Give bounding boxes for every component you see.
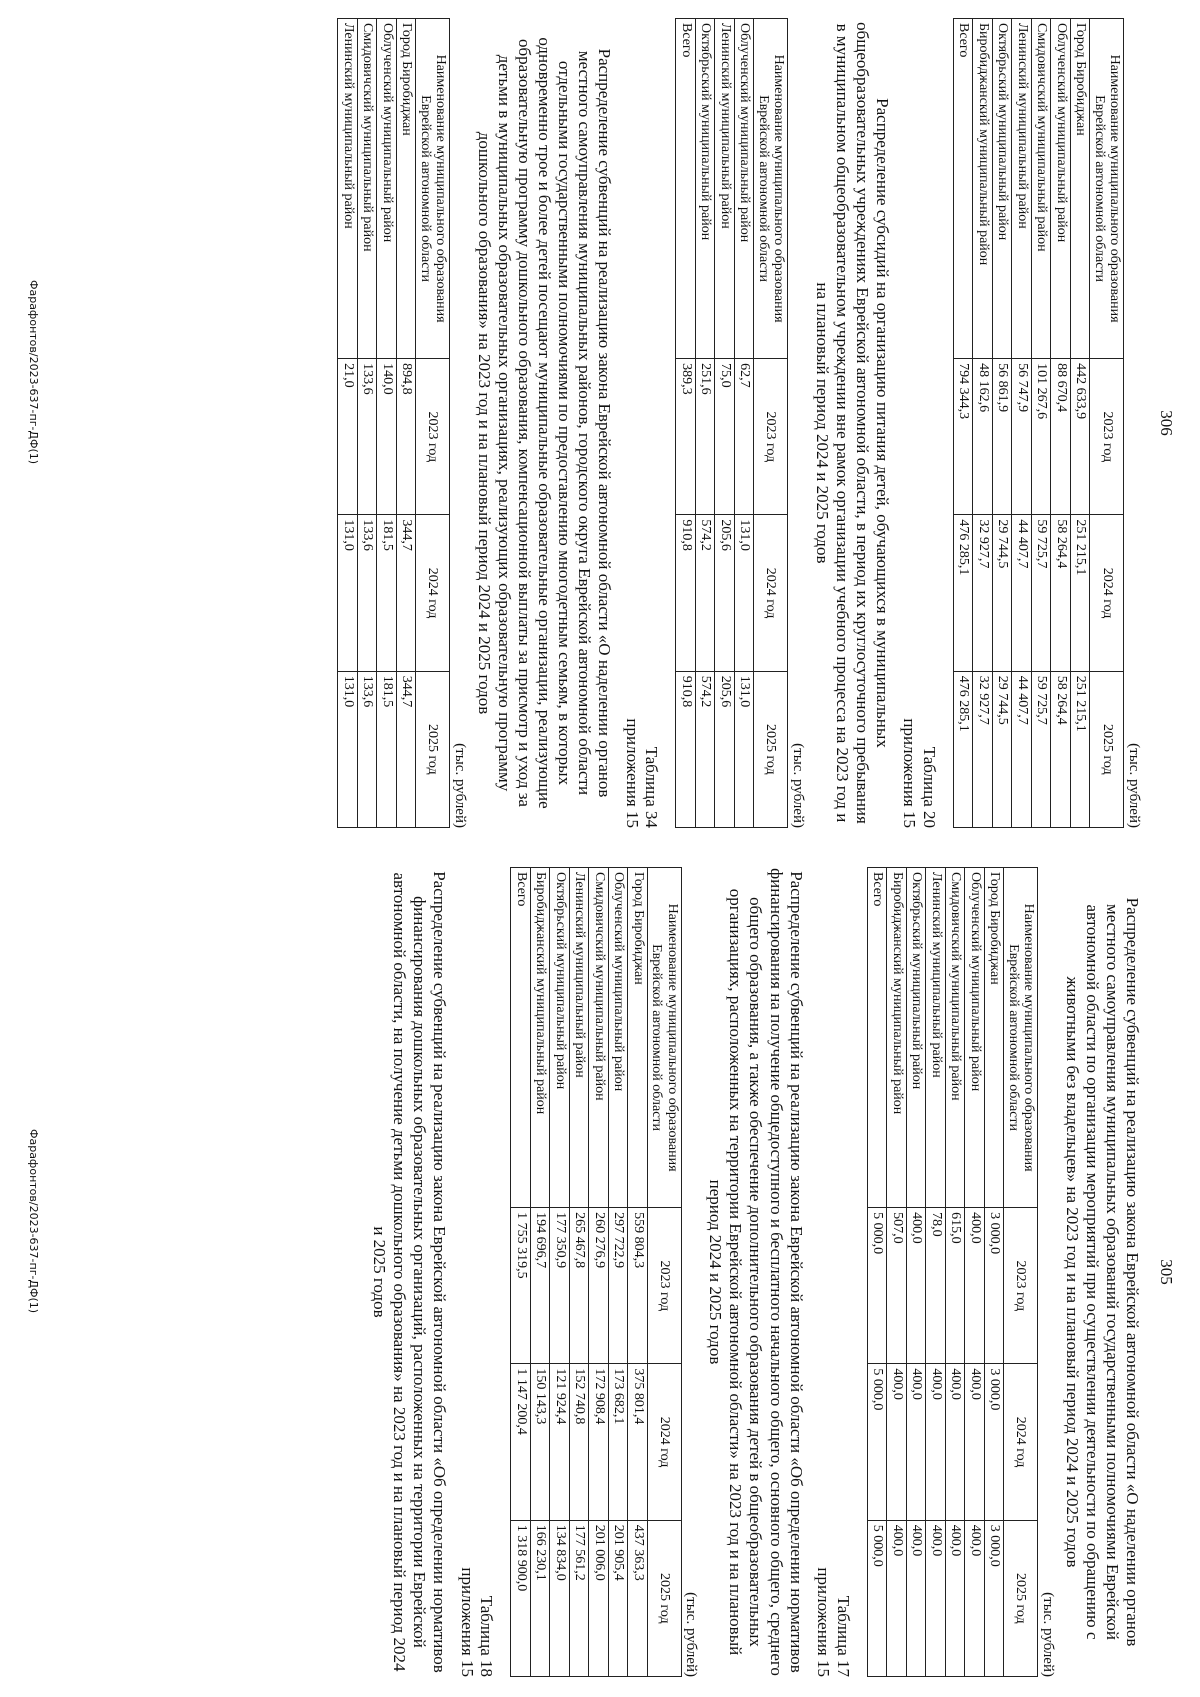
- table-row: [628, 868, 648, 1677]
- table-caption: [900, 18, 939, 828]
- amount-cell: 1 147 200,4: [511, 1364, 531, 1520]
- appendix-label: приложения 15: [622, 718, 642, 828]
- units-label: (тыс. рублей): [451, 743, 468, 828]
- amount-cell: 894,8: [396, 359, 416, 515]
- table-row: [1051, 19, 1071, 828]
- amount-cell: 133,6: [357, 671, 377, 827]
- amount-cell: 476 285,1: [953, 671, 973, 827]
- amount-cell: 297 722,9: [608, 1208, 628, 1364]
- col-header: 2025 год: [1090, 671, 1124, 827]
- table-label: Таблица 18: [477, 1595, 497, 1677]
- appendix-label: приложения 15: [814, 1567, 834, 1677]
- amount-cell: 574,2: [695, 515, 715, 671]
- units-label: (тыс. рублей): [1039, 1592, 1056, 1677]
- amount-cell: 400,0: [926, 1364, 946, 1520]
- col-header: 2023 год: [1004, 1208, 1038, 1364]
- amount-cell: 181,5: [377, 515, 397, 671]
- amount-cell: 910,8: [676, 671, 696, 827]
- table-row: [1070, 19, 1090, 828]
- col-header: 2023 год: [754, 359, 788, 515]
- table-row: [357, 19, 377, 828]
- amount-cell: 172 908,4: [589, 1364, 609, 1520]
- table-row: [695, 19, 715, 828]
- municipality-name-cell: Город Биробиджан: [1070, 19, 1090, 359]
- col-header: Наименование муниципального образования Еврейской автономной области: [416, 19, 450, 359]
- amount-cell: 400,0: [965, 1520, 985, 1676]
- amount-cell: 181,5: [377, 671, 397, 827]
- amount-cell: 44 407,7: [1012, 515, 1032, 671]
- amount-cell: 59 725,7: [1031, 515, 1051, 671]
- table-caption: [622, 18, 661, 828]
- amount-cell: 400,0: [965, 1208, 985, 1364]
- municipality-name-cell: Всего: [867, 868, 887, 1208]
- amount-cell: 559 804,3: [628, 1208, 648, 1364]
- col-header: Наименование муниципального образования Еврейской автономной области: [1090, 19, 1124, 359]
- col-header: 2023 год: [1090, 359, 1124, 515]
- amount-cell: 3 000,0: [984, 1520, 1004, 1676]
- amount-cell: 131,0: [338, 515, 358, 671]
- amount-cell: 574,2: [695, 671, 715, 827]
- amount-cell: 56 747,9: [1012, 359, 1032, 515]
- amount-cell: 251 215,1: [1070, 515, 1090, 671]
- municipality-name-cell: Ленинский муниципальный район: [926, 868, 946, 1208]
- amount-cell: 173 682,1: [608, 1364, 628, 1520]
- table-row: [608, 868, 628, 1677]
- amount-cell: 400,0: [945, 1364, 965, 1520]
- amount-cell: 150 143,3: [530, 1364, 550, 1520]
- amount-cell: 121 924,4: [550, 1364, 570, 1520]
- table-header-row: [754, 19, 788, 828]
- table-header-row: [1090, 19, 1124, 828]
- amount-cell: 400,0: [926, 1520, 946, 1676]
- amount-cell: 21,0: [338, 359, 358, 515]
- table-row: [992, 19, 1012, 828]
- municipality-name-cell: Биробиджанский муниципальный район: [530, 868, 550, 1208]
- municipality-name-cell: Смидовичский муниципальный район: [945, 868, 965, 1208]
- table-caption: [457, 867, 496, 1677]
- municipality-name-cell: Смидовичский муниципальный район: [357, 19, 377, 359]
- amount-cell: 177 561,2: [569, 1520, 589, 1676]
- amount-cell: 131,0: [734, 671, 754, 827]
- amount-cell: 58 264,4: [1051, 515, 1071, 671]
- amount-cell: 910,8: [676, 515, 696, 671]
- units-label: (тыс. рублей): [789, 743, 806, 828]
- amount-cell: 134 834,0: [550, 1520, 570, 1676]
- table-row: [926, 868, 946, 1677]
- amount-cell: 442 633,9: [1070, 359, 1090, 515]
- amount-cell: 131,0: [338, 671, 358, 827]
- municipality-name-cell: Город Биробиджан: [628, 868, 648, 1208]
- table-label: Таблица 34: [642, 746, 662, 828]
- table-row: [953, 19, 973, 828]
- table-caption: [814, 867, 853, 1677]
- page305-block2-title: Распределение субвенций на реализацию закона Еврейской автономной области «Об определении нормативов финансирования на получение общедоступного и бесплатного начального общего, основного общего, среднего общего образования, а также обеспечение дополнительного образования детей в общеобразовательных организациях, расположенных на территории Еврейской автономной области» на 2023 год и на плановый период 2024 и 2025 годов: [706, 868, 806, 1676]
- municipality-name-cell: Облученский муниципальный район: [965, 868, 985, 1208]
- col-header: 2024 год: [1004, 1364, 1038, 1520]
- amount-cell: 177 350,9: [550, 1208, 570, 1364]
- amount-cell: 265 467,8: [569, 1208, 589, 1364]
- amount-cell: 251 215,1: [1070, 671, 1090, 827]
- col-header: Наименование муниципального образования Еврейской автономной области: [647, 868, 681, 1208]
- amount-cell: 32 927,7: [973, 671, 993, 827]
- amount-cell: 400,0: [887, 1364, 907, 1520]
- municipality-name-cell: Ленинский муниципальный район: [1012, 19, 1032, 359]
- table-row: [973, 19, 993, 828]
- table-row: [676, 19, 696, 828]
- municipality-name-cell: Ленинский муниципальный район: [715, 19, 735, 359]
- table-row: [338, 19, 358, 828]
- amount-cell: 152 740,8: [569, 1364, 589, 1520]
- amount-cell: 344,7: [396, 515, 416, 671]
- col-header: 2024 год: [416, 515, 450, 671]
- amount-cell: 101 267,6: [1031, 359, 1051, 515]
- municipality-name-cell: Октябрьский муниципальный район: [695, 19, 715, 359]
- amount-cell: 62,7: [734, 359, 754, 515]
- page-306: [0, 0, 1200, 848]
- amount-cell: 5 000,0: [867, 1520, 887, 1676]
- amount-cell: 29 744,5: [992, 515, 1012, 671]
- table-row: [511, 868, 531, 1677]
- municipality-name-cell: Биробиджанский муниципальный район: [887, 868, 907, 1208]
- municipality-name-cell: Всего: [676, 19, 696, 359]
- page305-block1-title: Распределение субвенций на реализацию закона Еврейской автономной области «О наделении органов местного самоуправления муниципальных образований государственными полномочиями Еврейской автономной области по организации мероприятий при осуществлении деятельности по обращению с животными без владельцев» на 2023 год и на плановый период 2024 и 2025 годов: [1062, 897, 1142, 1647]
- table-header-row: [1004, 868, 1038, 1677]
- municipality-name-cell: Октябрьский муниципальный район: [550, 868, 570, 1208]
- amount-cell: 400,0: [906, 1520, 926, 1676]
- table-label: Таблица 17: [833, 1595, 853, 1677]
- amount-cell: 3 000,0: [984, 1364, 1004, 1520]
- amount-cell: 251,6: [695, 359, 715, 515]
- table-row: [887, 868, 907, 1677]
- amount-cell: 3 000,0: [984, 1208, 1004, 1364]
- page305-table-2: [510, 867, 681, 1677]
- page-number: 306: [1157, 410, 1176, 436]
- appendix-label: приложения 15: [457, 1567, 477, 1677]
- amount-cell: 201 905,4: [608, 1520, 628, 1676]
- amount-cell: 507,0: [887, 1208, 907, 1364]
- amount-cell: 1 318 900,0: [511, 1520, 531, 1676]
- units-label: (тыс. рублей): [1125, 743, 1142, 828]
- amount-cell: 32 927,7: [973, 515, 993, 671]
- page305-table-1: [867, 867, 1038, 1677]
- table-row: [906, 868, 926, 1677]
- col-header: 2025 год: [754, 671, 788, 827]
- table-row: [1031, 19, 1051, 828]
- page306-block3-title: Распределение субвенций на реализацию закона Еврейской автономной области «О наделении органов местного самоуправления муниципальных районов, городского округа Еврейской автономной области отдельными государственными полномочиями по предоставлению многодетным семьям, в которых одновременно трое и более детей посещают муниципальные образовательные организации, реализующие образовательную программу дошкольного образования, компенсационной выплаты за присмотр и уход за детьми в муниципальных образовательных организациях, реализующих образовательную программу дошкольного образования» на 2023 год и на плановый период 2024 и 2025 годов: [474, 37, 614, 809]
- amount-cell: 344,7: [396, 671, 416, 827]
- table-row: [589, 868, 609, 1677]
- table-label: Таблица 20: [919, 746, 939, 828]
- appendix-label: приложения 15: [900, 718, 920, 828]
- amount-cell: 133,6: [357, 515, 377, 671]
- amount-cell: 205,6: [715, 671, 735, 827]
- amount-cell: 400,0: [945, 1520, 965, 1676]
- municipality-name-cell: Ленинский муниципальный район: [569, 868, 589, 1208]
- page-footer: Фарафонтов/2023-637-пг-ДФ(1): [27, 280, 40, 465]
- page-305: [0, 849, 1200, 1697]
- amount-cell: 48 162,6: [973, 359, 993, 515]
- table-row: [734, 19, 754, 828]
- amount-cell: 58 264,4: [1051, 671, 1071, 827]
- amount-cell: 140,0: [377, 359, 397, 515]
- col-header: 2023 год: [416, 359, 450, 515]
- table-row: [867, 868, 887, 1677]
- amount-cell: 75,0: [715, 359, 735, 515]
- municipality-name-cell: Октябрьский муниципальный район: [992, 19, 1012, 359]
- table-row: [377, 19, 397, 828]
- col-header: 2024 год: [1090, 515, 1124, 671]
- amount-cell: 56 861,9: [992, 359, 1012, 515]
- municipality-name-cell: Облученский муниципальный район: [377, 19, 397, 359]
- table-header-row: [416, 19, 450, 828]
- municipality-name-cell: Биробиджанский муниципальный район: [973, 19, 993, 359]
- table-header-row: [647, 868, 681, 1677]
- municipality-name-cell: Ленинский муниципальный район: [338, 19, 358, 359]
- table-row: [530, 868, 550, 1677]
- municipality-name-cell: Всего: [953, 19, 973, 359]
- amount-cell: 400,0: [906, 1364, 926, 1520]
- page306-table-1: [953, 18, 1124, 828]
- page306-block2-title: Распределение субсидий на организацию питания детей, обучающихся в муниципальных общеобразовательных учреждениях Еврейской автономной области, в период их круглосуточного пребывания в муниципальном общеобразовательном учреждении вне рамок организации учебного процесса на 2023 год и на плановый период 2024 и 2025 годов: [812, 22, 892, 824]
- table-row: [396, 19, 416, 828]
- amount-cell: 166 230,1: [530, 1520, 550, 1676]
- table-row: [984, 868, 1004, 1677]
- col-header: 2025 год: [647, 1520, 681, 1676]
- amount-cell: 133,6: [357, 359, 377, 515]
- amount-cell: 59 725,7: [1031, 671, 1051, 827]
- table-row: [550, 868, 570, 1677]
- table-row: [965, 868, 985, 1677]
- amount-cell: 29 744,5: [992, 671, 1012, 827]
- units-label: (тыс. рублей): [683, 1592, 700, 1677]
- municipality-name-cell: Октябрьский муниципальный район: [906, 868, 926, 1208]
- amount-cell: 78,0: [926, 1208, 946, 1364]
- table-row: [569, 868, 589, 1677]
- col-header: 2025 год: [1004, 1520, 1038, 1676]
- table-row: [1012, 19, 1032, 828]
- amount-cell: 400,0: [887, 1520, 907, 1676]
- amount-cell: 400,0: [965, 1364, 985, 1520]
- page-305-body: [363, 867, 1176, 1677]
- municipality-name-cell: Смидовичский муниципальный район: [1031, 19, 1051, 359]
- col-header: Наименование муниципального образования Еврейской автономной области: [754, 19, 788, 359]
- amount-cell: 194 696,7: [530, 1208, 550, 1364]
- municipality-name-cell: Всего: [511, 868, 531, 1208]
- municipality-name-cell: Город Биробиджан: [984, 868, 1004, 1208]
- municipality-name-cell: Облученский муниципальный район: [734, 19, 754, 359]
- amount-cell: 260 276,9: [589, 1208, 609, 1364]
- amount-cell: 5 000,0: [867, 1208, 887, 1364]
- amount-cell: 375 801,4: [628, 1364, 648, 1520]
- table-row: [945, 868, 965, 1677]
- col-header: 2023 год: [647, 1208, 681, 1364]
- municipality-name-cell: Облученский муниципальный район: [608, 868, 628, 1208]
- page-footer: Фарафонтов/2023-637-пг-ДФ(1): [27, 1129, 40, 1314]
- amount-cell: 615,0: [945, 1208, 965, 1364]
- amount-cell: 205,6: [715, 515, 735, 671]
- amount-cell: 1 755 319,5: [511, 1208, 531, 1364]
- amount-cell: 201 006,0: [589, 1520, 609, 1676]
- table-row: [715, 19, 735, 828]
- page305-block3-title: Распределение субвенций на реализацию закона Еврейской автономной области «Об определении нормативов финансирования дошкольных образовательных организаций, расположенных на территории Еврейской автономной области, на получение детьми дошкольного образования» на 2023 год и на плановый период 2024 и 2025 годов: [370, 871, 450, 1673]
- municipality-name-cell: Смидовичский муниципальный район: [589, 868, 609, 1208]
- amount-cell: 131,0: [734, 515, 754, 671]
- amount-cell: 794 344,3: [953, 359, 973, 515]
- municipality-name-cell: Облученский муниципальный район: [1051, 19, 1071, 359]
- page306-table-3: [337, 18, 450, 828]
- amount-cell: 400,0: [906, 1208, 926, 1364]
- page-number: 305: [1157, 1259, 1176, 1285]
- col-header: Наименование муниципального образования Еврейской автономной области: [1004, 868, 1038, 1208]
- col-header: 2025 год: [416, 671, 450, 827]
- page306-table-2: [675, 18, 788, 828]
- amount-cell: 5 000,0: [867, 1364, 887, 1520]
- amount-cell: 476 285,1: [953, 515, 973, 671]
- col-header: 2024 год: [647, 1364, 681, 1520]
- municipality-name-cell: Город Биробиджан: [396, 19, 416, 359]
- col-header: 2024 год: [754, 515, 788, 671]
- amount-cell: 88 670,4: [1051, 359, 1071, 515]
- amount-cell: 44 407,7: [1012, 671, 1032, 827]
- page-306-body: [337, 18, 1176, 828]
- amount-cell: 437 363,3: [628, 1520, 648, 1676]
- amount-cell: 389,3: [676, 359, 696, 515]
